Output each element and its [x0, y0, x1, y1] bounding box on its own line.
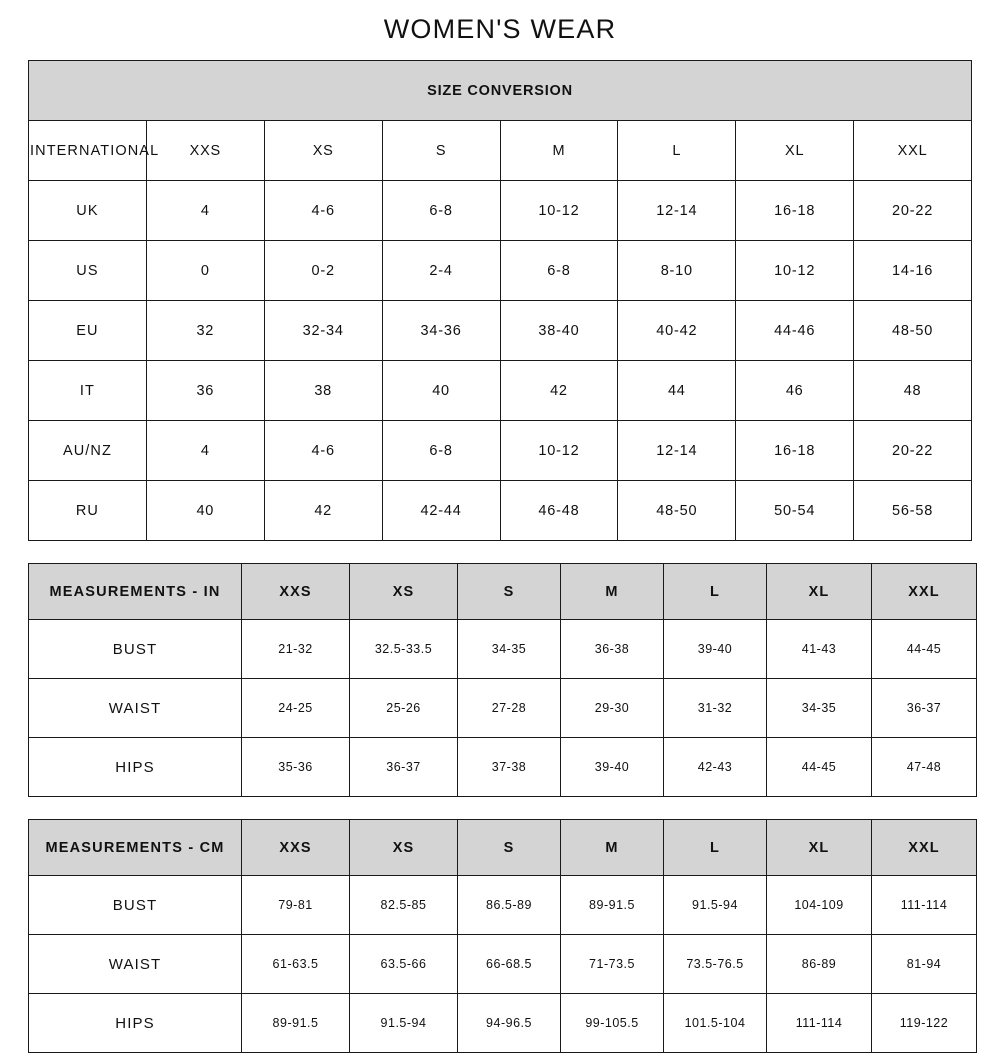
- section-spacer: [28, 797, 972, 819]
- cell: 4: [146, 421, 264, 481]
- header-measurements-in: MEASUREMENTS - IN: [29, 564, 242, 620]
- header-xxs: XXS: [242, 564, 350, 620]
- cell: 101.5-104: [664, 994, 767, 1053]
- cell: 12-14: [618, 181, 736, 241]
- cell: 79-81: [242, 876, 350, 935]
- cell: 99-105.5: [561, 994, 664, 1053]
- cell: 8-10: [618, 241, 736, 301]
- cell: 86-89: [767, 935, 872, 994]
- row-label-waist: WAIST: [29, 935, 242, 994]
- row-label-hips: HIPS: [29, 738, 242, 797]
- cell: 39-40: [664, 620, 767, 679]
- cell: 4-6: [264, 421, 382, 481]
- table-header-row: [29, 121, 972, 181]
- page-title: WOMEN'S WEAR: [383, 14, 617, 44]
- header-xl: XL: [736, 121, 854, 181]
- row-label-aunz: AU/NZ: [29, 421, 147, 481]
- cell: 91.5-94: [664, 876, 767, 935]
- header-xxl: XXL: [872, 820, 977, 876]
- cell: 14-16: [854, 241, 972, 301]
- header-s: S: [458, 820, 561, 876]
- cell: 47-48: [872, 738, 977, 797]
- header-m: M: [500, 121, 618, 181]
- cell: 21-32: [242, 620, 350, 679]
- cell: 41-43: [767, 620, 872, 679]
- row-label-ru: RU: [29, 481, 147, 541]
- cell: 20-22: [854, 421, 972, 481]
- cell: 42: [500, 361, 618, 421]
- header-xs: XS: [350, 564, 458, 620]
- cell: 36-37: [350, 738, 458, 797]
- cell: 46-48: [500, 481, 618, 541]
- cell: 61-63.5: [242, 935, 350, 994]
- cell: 44: [618, 361, 736, 421]
- table-header-row: [29, 564, 977, 620]
- header-xs: XS: [350, 820, 458, 876]
- table-row: [29, 301, 972, 361]
- cell: 16-18: [736, 421, 854, 481]
- cell: 40-42: [618, 301, 736, 361]
- cell: 39-40: [561, 738, 664, 797]
- header-xxl: XXL: [872, 564, 977, 620]
- cell: 40: [382, 361, 500, 421]
- cell: 34-35: [458, 620, 561, 679]
- cell: 16-18: [736, 181, 854, 241]
- cell: 89-91.5: [242, 994, 350, 1053]
- row-label-eu: EU: [29, 301, 147, 361]
- cell: 6-8: [382, 421, 500, 481]
- cell: 63.5-66: [350, 935, 458, 994]
- cell: 48-50: [854, 301, 972, 361]
- cell: 44-46: [736, 301, 854, 361]
- cell: 40: [146, 481, 264, 541]
- table-row: [29, 481, 972, 541]
- cell: 119-122: [872, 994, 977, 1053]
- cell: 10-12: [500, 421, 618, 481]
- cell: 6-8: [382, 181, 500, 241]
- table-header-row: [29, 820, 977, 876]
- cell: 44-45: [767, 738, 872, 797]
- cell: 36: [146, 361, 264, 421]
- header-xs: XS: [264, 121, 382, 181]
- cell: 24-25: [242, 679, 350, 738]
- table-row: [29, 876, 977, 935]
- header-s: S: [458, 564, 561, 620]
- header-l: L: [664, 564, 767, 620]
- cell: 0-2: [264, 241, 382, 301]
- cell: 48: [854, 361, 972, 421]
- table-row: [29, 241, 972, 301]
- cell: 27-28: [458, 679, 561, 738]
- header-m: M: [561, 564, 664, 620]
- table-row: [29, 181, 972, 241]
- table-banner-row: [29, 61, 972, 121]
- cell: 38: [264, 361, 382, 421]
- cell: 0: [146, 241, 264, 301]
- section-spacer: [28, 541, 972, 563]
- header-xl: XL: [767, 820, 872, 876]
- table-row: [29, 361, 972, 421]
- cell: 36-38: [561, 620, 664, 679]
- header-s: S: [382, 121, 500, 181]
- cell: 44-45: [872, 620, 977, 679]
- cell: 111-114: [872, 876, 977, 935]
- cell: 94-96.5: [458, 994, 561, 1053]
- cell: 34-35: [767, 679, 872, 738]
- cell: 12-14: [618, 421, 736, 481]
- size-conversion-banner: SIZE CONVERSION: [29, 61, 972, 121]
- header-xxl: XXL: [854, 121, 972, 181]
- table-row: [29, 994, 977, 1053]
- table-row: [29, 935, 977, 994]
- cell: 10-12: [736, 241, 854, 301]
- header-m: M: [561, 820, 664, 876]
- cell: 10-12: [500, 181, 618, 241]
- cell: 32: [146, 301, 264, 361]
- cell: 56-58: [854, 481, 972, 541]
- cell: 81-94: [872, 935, 977, 994]
- cell: 34-36: [382, 301, 500, 361]
- header-xl: XL: [767, 564, 872, 620]
- header-international: INTERNATIONAL: [29, 121, 147, 181]
- cell: 37-38: [458, 738, 561, 797]
- cell: 4: [146, 181, 264, 241]
- row-label-bust: BUST: [29, 620, 242, 679]
- cell: 29-30: [561, 679, 664, 738]
- cell: 32-34: [264, 301, 382, 361]
- cell: 86.5-89: [458, 876, 561, 935]
- cell: 42-43: [664, 738, 767, 797]
- row-label-bust: BUST: [29, 876, 242, 935]
- cell: 20-22: [854, 181, 972, 241]
- cell: 89-91.5: [561, 876, 664, 935]
- cell: 6-8: [500, 241, 618, 301]
- cell: 104-109: [767, 876, 872, 935]
- cell: 42-44: [382, 481, 500, 541]
- cell: 35-36: [242, 738, 350, 797]
- cell: 111-114: [767, 994, 872, 1053]
- header-l: L: [618, 121, 736, 181]
- cell: 71-73.5: [561, 935, 664, 994]
- cell: 46: [736, 361, 854, 421]
- cell: 2-4: [382, 241, 500, 301]
- cell: 32.5-33.5: [350, 620, 458, 679]
- table-row: [29, 421, 972, 481]
- size-conversion-table: [28, 60, 972, 541]
- cell: 66-68.5: [458, 935, 561, 994]
- row-label-it: IT: [29, 361, 147, 421]
- table-row: [29, 620, 977, 679]
- row-label-uk: UK: [29, 181, 147, 241]
- table-row: [29, 679, 977, 738]
- header-xxs: XXS: [146, 121, 264, 181]
- header-measurements-cm: MEASUREMENTS - CM: [29, 820, 242, 876]
- row-label-waist: WAIST: [29, 679, 242, 738]
- row-label-us: US: [29, 241, 147, 301]
- cell: 25-26: [350, 679, 458, 738]
- cell: 36-37: [872, 679, 977, 738]
- cell: 48-50: [618, 481, 736, 541]
- cell: 31-32: [664, 679, 767, 738]
- cell: 50-54: [736, 481, 854, 541]
- header-l: L: [664, 820, 767, 876]
- cell: 38-40: [500, 301, 618, 361]
- table-row: [29, 738, 977, 797]
- cell: 82.5-85: [350, 876, 458, 935]
- measurements-cm-table: [28, 819, 977, 1053]
- measurements-in-table: [28, 563, 977, 797]
- cell: 4-6: [264, 181, 382, 241]
- cell: 73.5-76.5: [664, 935, 767, 994]
- header-xxs: XXS: [242, 820, 350, 876]
- cell: 91.5-94: [350, 994, 458, 1053]
- row-label-hips: HIPS: [29, 994, 242, 1053]
- cell: 42: [264, 481, 382, 541]
